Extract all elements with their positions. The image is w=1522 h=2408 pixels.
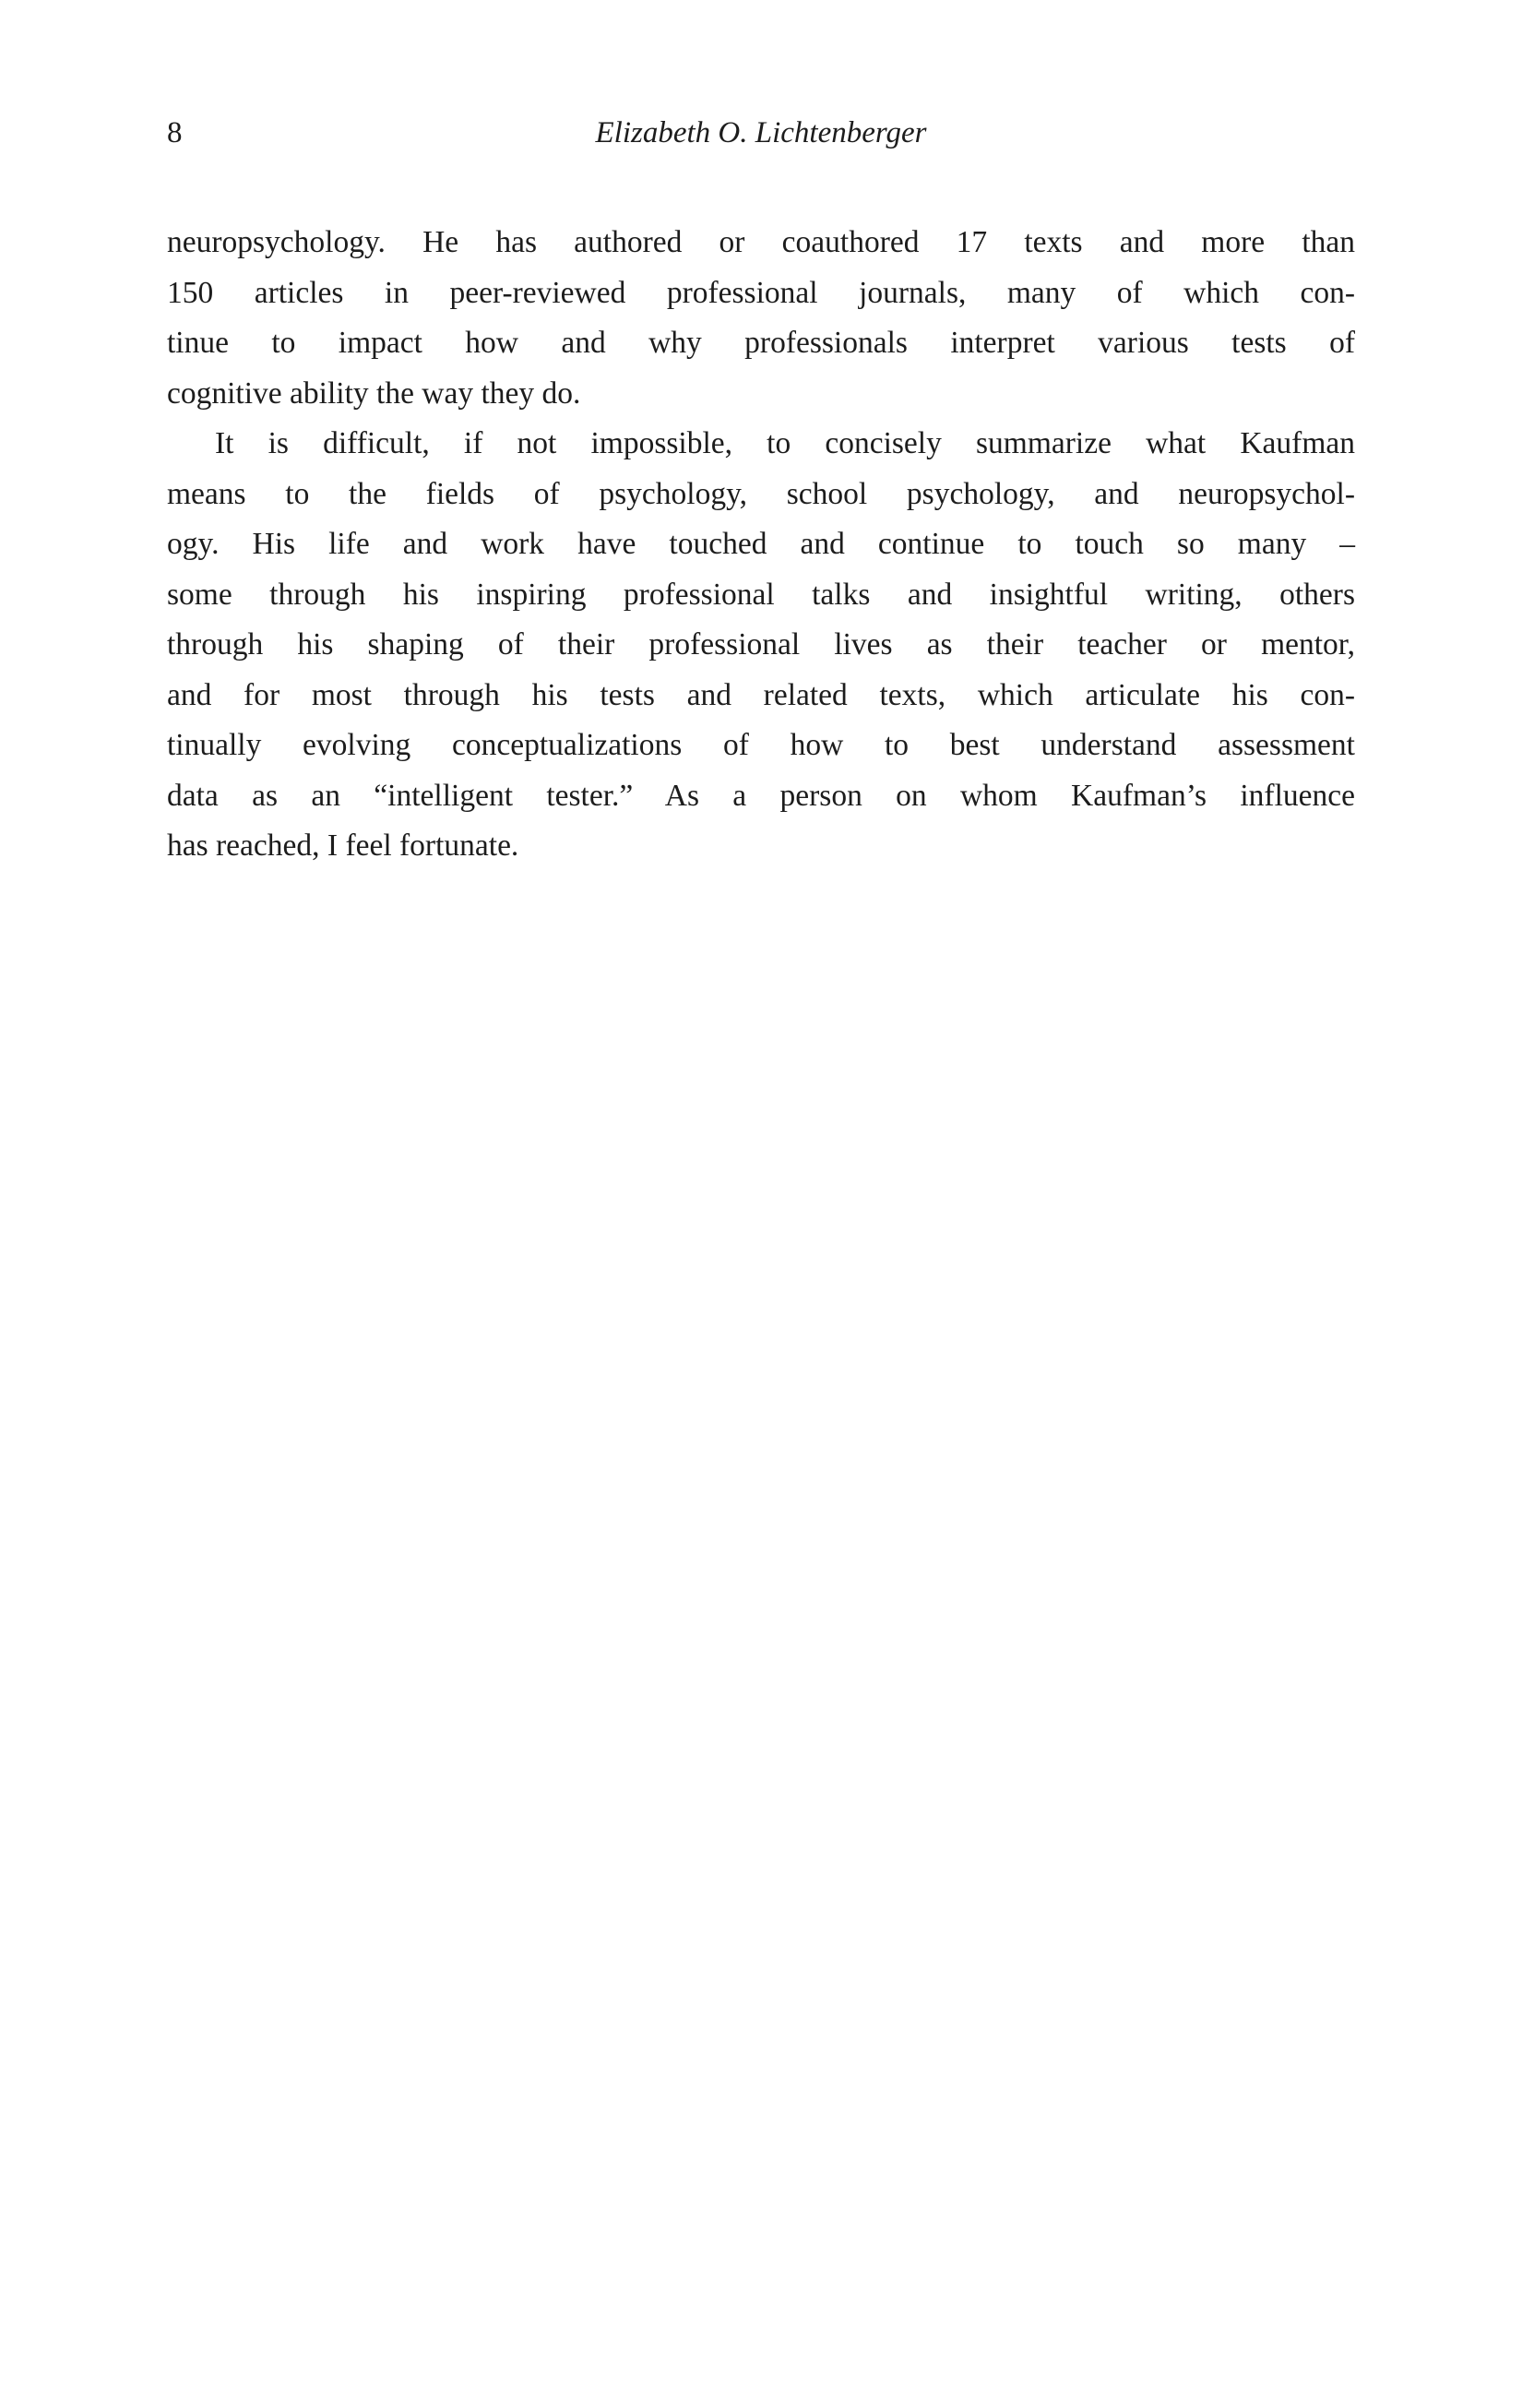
text-line: It is difficult, if not impossible, to concisely summarize what Kaufman <box>215 426 1355 460</box>
text-line: 150 articles in peer-reviewed professional journals, many of which con- <box>167 275 1355 310</box>
text-line: has reached, I feel fortunate. <box>167 828 519 863</box>
running-header-title: Elizabeth O. Lichtenberger <box>595 116 927 149</box>
text-line: some through his inspiring professional talks and insightful writing, others <box>167 577 1355 612</box>
text-line: tinually evolving conceptualizations of how to best understand assessment <box>167 728 1355 762</box>
page-number: 8 <box>167 116 183 149</box>
paragraph-1 <box>167 218 1355 419</box>
text-line: through his shaping of their professional lives as their teacher or mentor, <box>167 627 1355 662</box>
paragraph-2 <box>167 419 1355 872</box>
text-line: neuropsychology. He has authored or coauthored 17 texts and more than <box>167 225 1355 259</box>
page-header <box>167 113 1355 159</box>
text-line: tinue to impact how and why professionals interpret various tests of <box>167 326 1355 360</box>
body-text-block <box>167 218 1355 872</box>
text-line: means to the fields of psychology, school psychology, and neuropsychol- <box>167 476 1355 511</box>
text-line: and for most through his tests and related texts, which articulate his con- <box>167 677 1355 712</box>
text-line: data as an “intelligent tester.” As a person on whom Kaufman’s influence <box>167 778 1355 813</box>
text-line: ogy. His life and work have touched and continue to touch so many – <box>167 527 1355 561</box>
text-line: cognitive ability the way they do. <box>167 376 581 411</box>
